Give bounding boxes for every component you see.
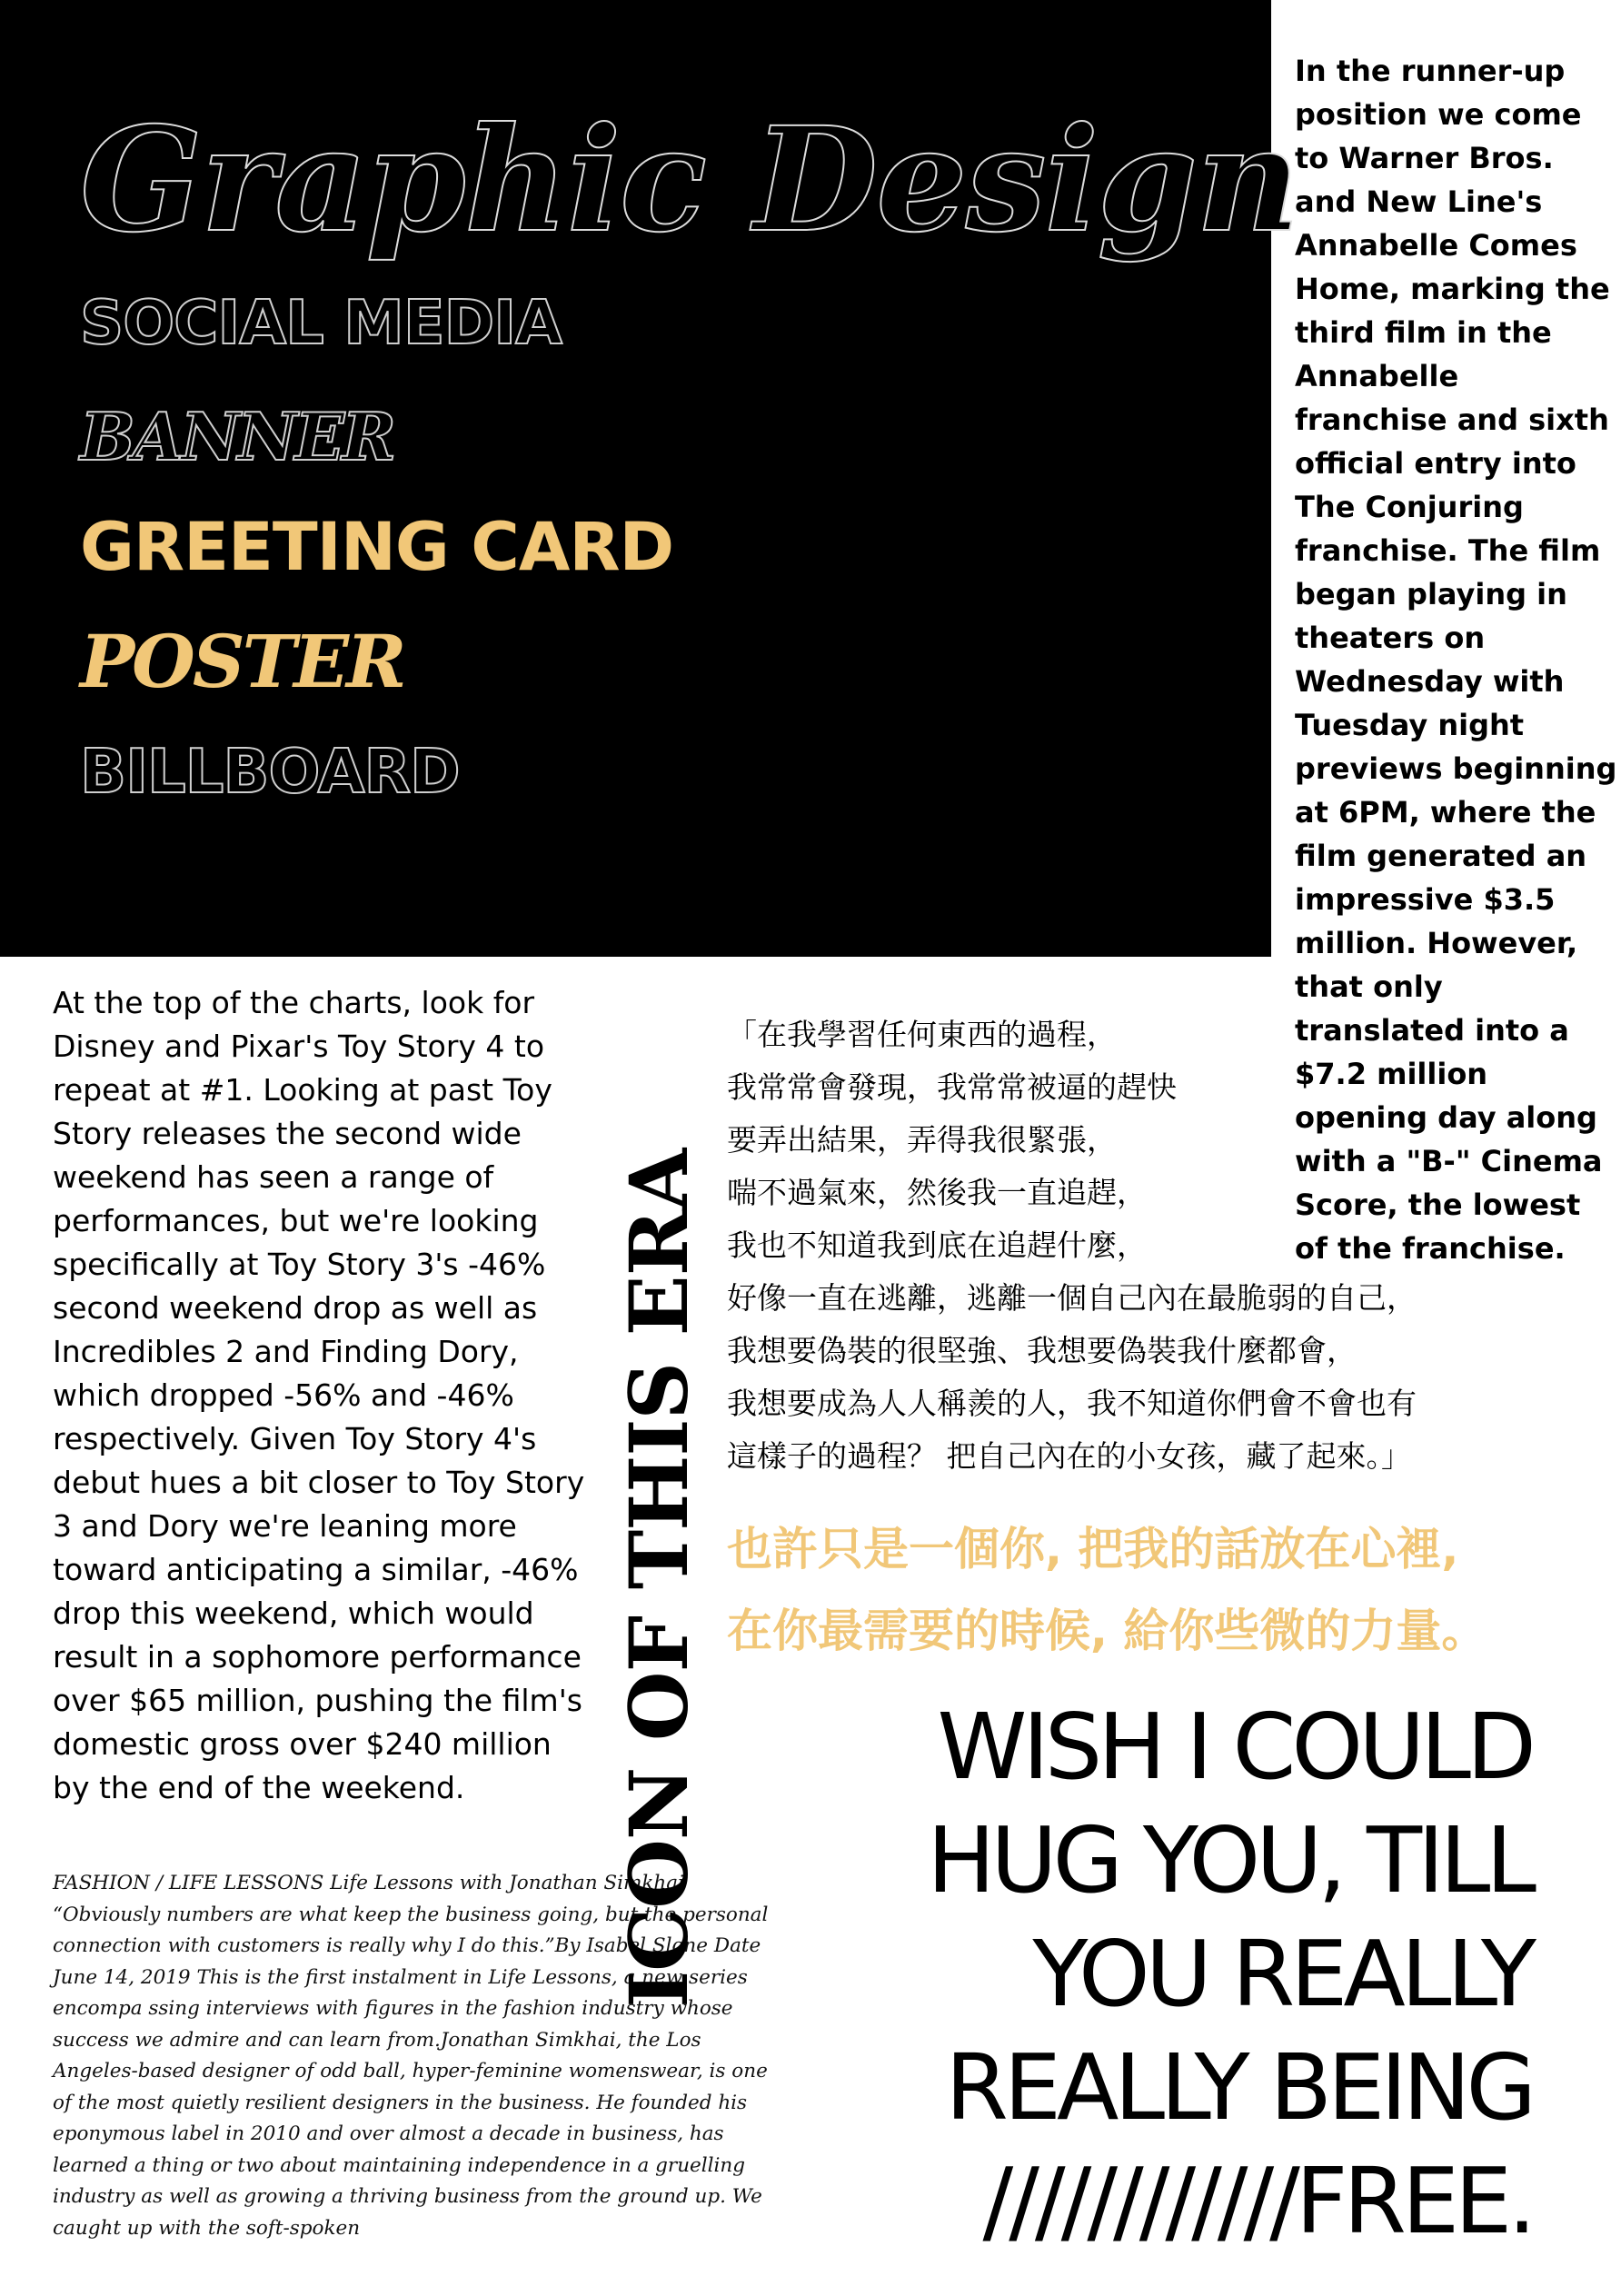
gold-chinese-line: 在你最需要的時候, 給你些微的力量。 xyxy=(727,1605,1487,1657)
vertical-heading xyxy=(612,999,706,2008)
hero-title: Graphic Design xyxy=(80,96,1298,264)
chinese-quote-line: 我也不知道我到底在追趕什麼， xyxy=(727,1228,1147,1263)
right-column-article: In the runner-up position we come to Warner Bros. and New Line's Annabelle Comes Home, marking the third film in the Annabelle franchise and sixth official entry into The Conjuring franchise. The film began playing in theaters on Wednesday with Tuesday night previews beginning at 6PM, where the film generated an impressive $3.5 million. However, that only translated into a $7.2 million opening day along with a "B-" Cinema Score, the lowest of the franchise. xyxy=(1295,54,1617,1266)
left-body-article: At the top of the charts, look for Disney and Pixar's Toy Story 4 to repeat at #1. Looking at past Toy Story releases the second wide weekend has seen a range of performances, but we're looking specifically at Toy Story 3's -46% second weekend drop as well as Incredibles 2 and Finding Dory, which dropped -56% and -46% respectively. Given Toy Story 4's debut hues a bit closer to Toy Story 3 and Dory we're leaning more toward anticipating a similar, -46% drop this weekend, which would result in a sophomore performance over $65 million, pushing the film's domestic gross over $240 million by the end of the weekend. xyxy=(53,985,585,1805)
gold-chinese-quote xyxy=(727,1508,1487,1672)
chinese-quote-line: 我想要偽裝的很堅強、我想要偽裝我什麼都會， xyxy=(727,1333,1357,1368)
wish-line: WISH I COULD xyxy=(937,1694,1532,1800)
wish-line: HUG YOU, TILL xyxy=(927,1807,1532,1913)
gold-chinese-line: 也許只是一個你, 把我的話放在心裡, xyxy=(727,1523,1459,1575)
category-billboard: BILLBOARD xyxy=(80,736,460,807)
chinese-quote-line: 好像一直在逃離，逃離一個自己內在最脆弱的自己， xyxy=(727,1280,1417,1316)
chinese-quote-line: 這樣子的過程？ 把自己內在的小女孩，藏了起來。」 xyxy=(727,1438,1411,1474)
chinese-quote-line: 要弄出結果，弄得我很緊張， xyxy=(727,1122,1117,1158)
category-banner: BANNER xyxy=(80,398,394,475)
wish-line: ////////////FREE. xyxy=(982,2148,1532,2254)
vertical-heading-text: ICON OF THIS ERA xyxy=(612,1148,706,2008)
wish-line: REALLY BEING xyxy=(945,2034,1532,2141)
chinese-quote-line: 我常常會發現，我常常被逼的趕快 xyxy=(727,1069,1177,1105)
category-greeting-card: GREETING CARD xyxy=(80,509,674,586)
chinese-quote-line: 我想要成為人人稱羨的人，我不知道你們會不會也有 xyxy=(727,1386,1417,1421)
category-poster: POSTER xyxy=(80,619,404,704)
chinese-quote-line: 喘不過氣來，然後我一直追趕， xyxy=(727,1175,1147,1210)
chinese-quote-line: 「在我學習任何東西的過程， xyxy=(727,1017,1117,1052)
chinese-quote xyxy=(727,1009,1417,1483)
wish-line: YOU REALLY xyxy=(1032,1921,1532,2027)
category-social-media: SOCIAL MEDIA xyxy=(80,287,562,358)
wish-statement xyxy=(927,1690,1532,2258)
fashion-article: FASHION / LIFE LESSONS Life Lessons with Jonathan Simkhai “Obviously numbers are what keep the business going, but the personal connection with customers is really why I do this.”By Isabel Slone Date June 14, 2019 This is the first instalment in Life Lessons, a new series encompa ssing interviews with figures in the fashion industry whose success we admire and can learn from.Jonathan Simkhai, the Los Angeles-based designer of odd ball, hyper-feminine womenswear, is one of the most quietly resilient designers in the business. He founded his eponymous label in 2010 and over almost a decade in business, has learned a thing or two about maintaining independence in a gruelling industry as well as growing a thriving business from the ground up. We caught up with the soft-spoken xyxy=(53,1872,769,2240)
hero-panel xyxy=(0,0,1298,957)
